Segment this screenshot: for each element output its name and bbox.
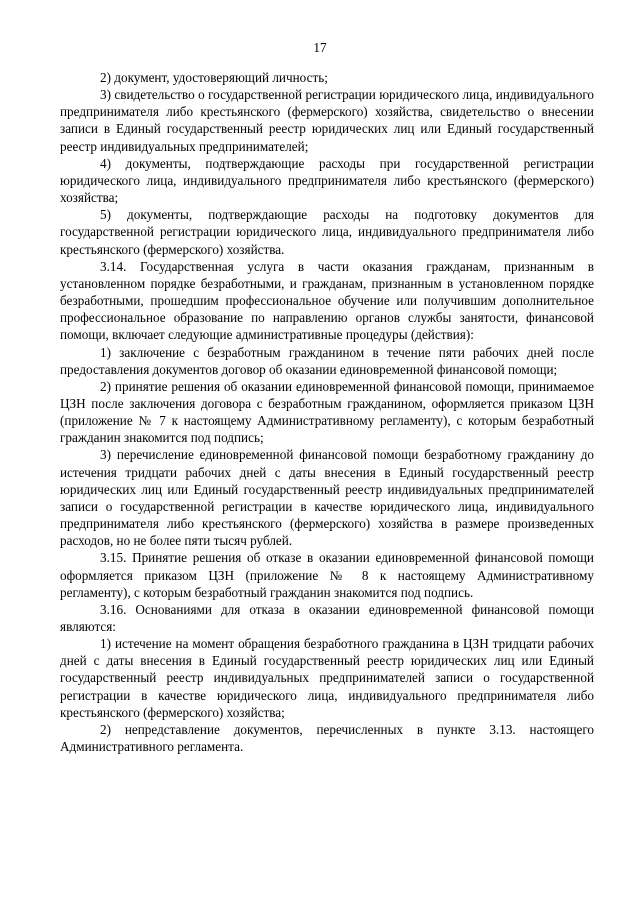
page-number: 17: [313, 40, 327, 55]
paragraph-section-3-15: 3.15. Принятие решения об отказе в оказании единовременной финансовой помощи оформляется приказом ЦЗН (приложение № 8 к настоящему Административному регламенту), с которым безработный гражданин знакомится под подпись.: [60, 550, 594, 600]
paragraph-registration-certificate: 3) свидетельство о государственной регистрации юридического лица, индивидуального предпринимателя либо крестьянского (фермерского) хозяйства, свидетельство о внесении записи в Единый государственный реестр юридических лиц или Единый государственный реестр индивидуальных предпринимателей;: [60, 87, 594, 154]
paragraph-registration-expenses: 4) документы, подтверждающие расходы при государственной регистрации юридического лица, индивидуального предпринимателя либо крестьянского (фермерского) хозяйства;: [60, 155, 594, 206]
paragraph-document-identity: 2) документ, удостоверяющий личность;: [100, 70, 328, 85]
paragraph-refusal-expiry: 1) истечение на момент обращения безработного гражданина в ЦЗН тридцати рабочих дней с даты внесения в Единый государственный реестр юридических лиц или Единый государственный реестр индивидуальных предпринимателей записи о государственной регистрации в качестве юридического лица, индивидуального предпринимателя либо крестьянского (фермерского) хозяйства;: [60, 636, 594, 720]
paragraph-section-3-16: 3.16. Основаниями для отказа в оказании единовременной финансовой помощи являются:: [60, 601, 594, 634]
paragraph-preparation-expenses: 5) документы, подтверждающие расходы на подготовку документов для государственной регистрации юридического лица, индивидуального предпринимателя либо крестьянского (фермерского) хозяйства.: [60, 207, 594, 257]
paragraph-procedure-decision: 2) принятие решения об оказании единовременной финансовой помощи, принимаемое ЦЗН после заключения договора с безработным гражданином, оформляется приказом ЦЗН (приложение № 7 к настоящему Административному регламенту), с которым безработный гражданин знакомится под подпись;: [60, 378, 594, 446]
paragraph-refusal-documents: 2) непредставление документов, перечисленных в пункте 3.13. настоящего Административного регламента.: [60, 721, 594, 755]
document-body: [60, 69, 594, 755]
paragraph-procedure-contract: 1) заключение с безработным гражданином в течение пяти рабочих дней после предоставления документов договор об оказании единовременной финансовой помощи;: [60, 344, 594, 377]
paragraph-section-3-14: 3.14. Государственная услуга в части оказания гражданам, признанным в установленном порядке безработными, и гражданам, признанным в установленном порядке безработными, прошедшим профессиональное обучение или получившим дополнительное профессиональное образование по направлению органов службы занятости, финансовой помощи, включает следующие административные процедуры (действия):: [60, 258, 594, 343]
paragraph-procedure-transfer: 3) перечисление единовременной финансовой помощи безработному гражданину до истечения тридцати рабочих дней с даты внесения в Единый государственный реестр юридических лиц или Единый государственный реестр индивидуальных предпринимателей записи о государственной регистрации в качестве юридического лица, индивидуального предпринимателя либо крестьянского (фермерского) хозяйства в размере произведенных расходов, но не более пяти тысяч рублей.: [60, 447, 594, 549]
